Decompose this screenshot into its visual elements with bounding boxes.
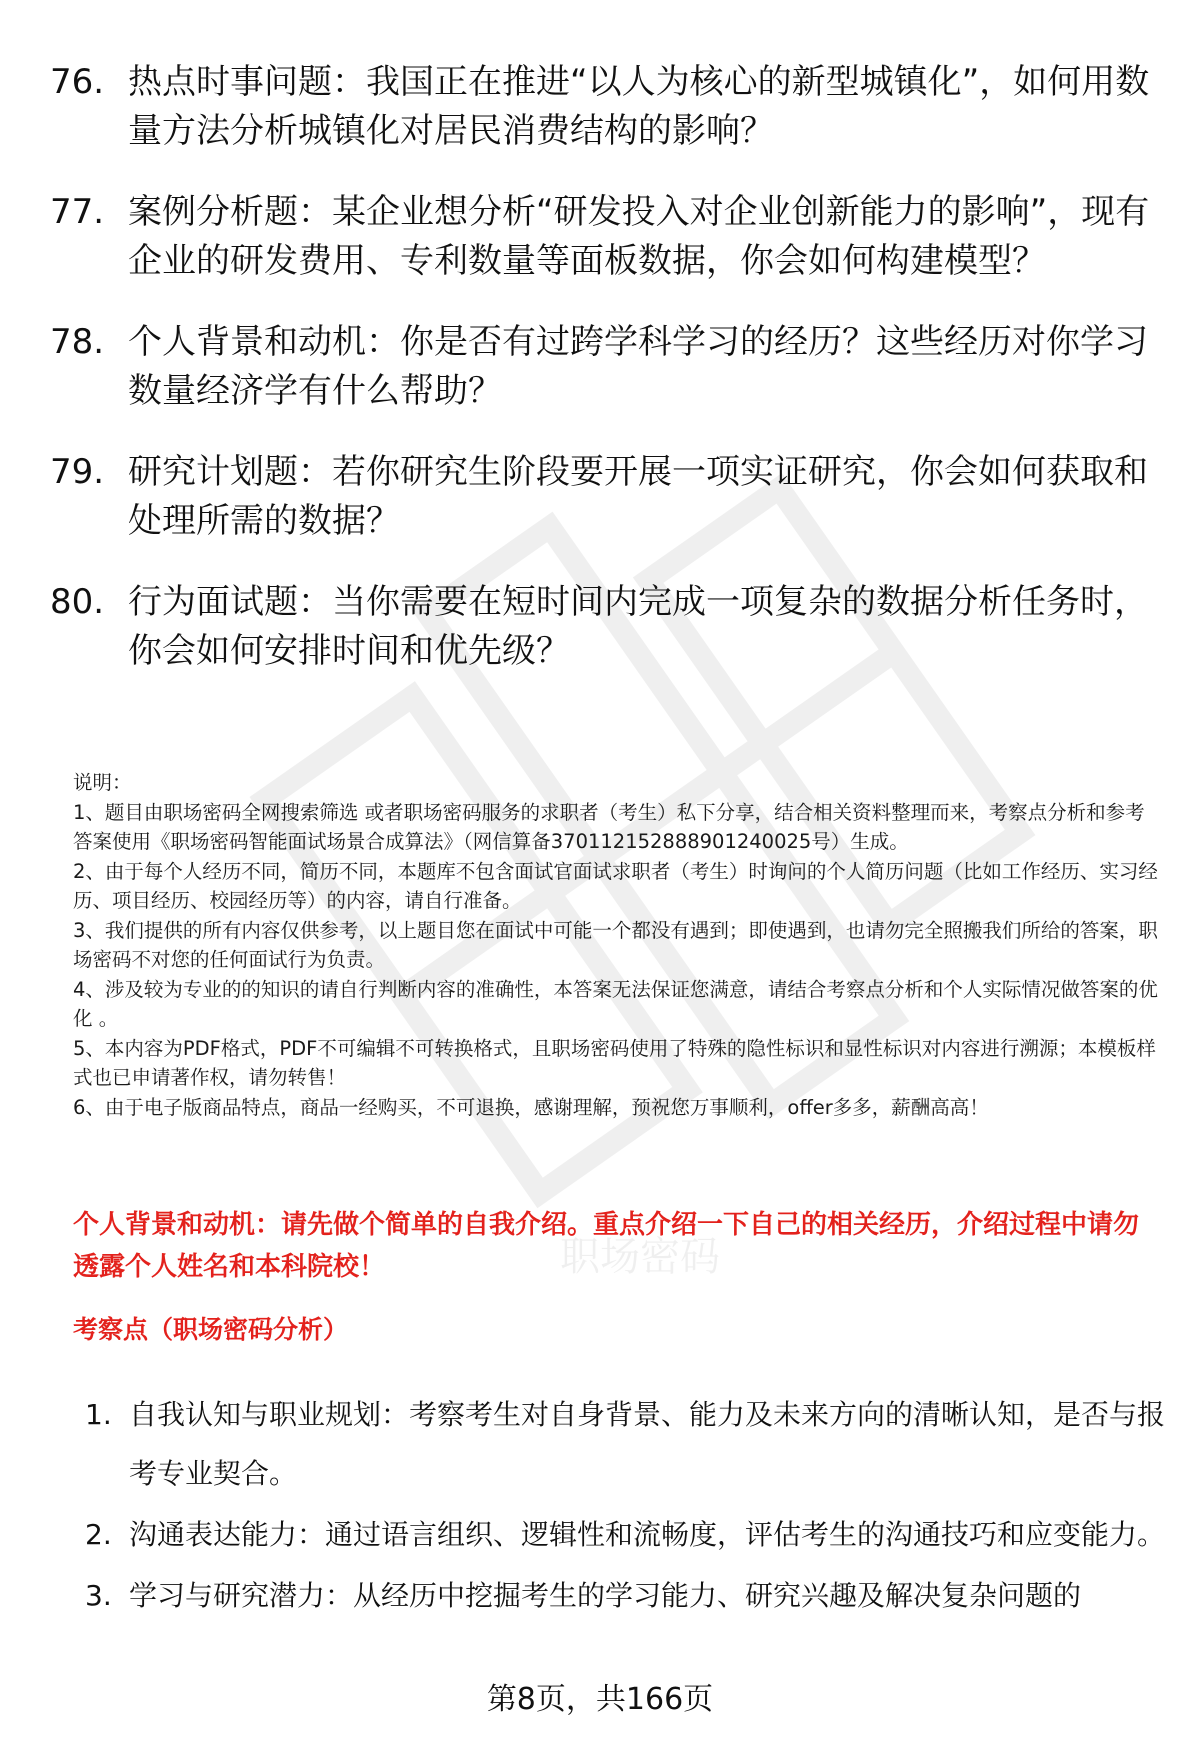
analysis-point bbox=[85, 1385, 1165, 1503]
point-number: 2. bbox=[85, 1518, 112, 1551]
question-number: 78. bbox=[50, 322, 105, 362]
question-number: 79. bbox=[50, 452, 105, 492]
question-item bbox=[50, 448, 1160, 546]
question-list bbox=[50, 58, 1160, 708]
point-text: 自我认知与职业规划：考察考生对自身背景、能力及未来方向的清晰认知，是否与报考专业契合。 bbox=[129, 1398, 1166, 1490]
analysis-point bbox=[85, 1505, 1165, 1564]
note-item: 5、本内容为PDF格式，PDF不可编辑不可转换格式，且职场密码使用了特殊的隐性标识和显性标识对内容进行溯源；本模板样式也已申请著作权，请勿转售！ bbox=[73, 1036, 1156, 1089]
question-item bbox=[50, 318, 1160, 416]
point-number: 3. bbox=[85, 1579, 112, 1612]
question-text: 行为面试题：当你需要在短时间内完成一项复杂的数据分析任务时，你会如何安排时间和优先级？ bbox=[128, 582, 1148, 671]
question-item bbox=[50, 58, 1160, 156]
question-number: 80. bbox=[50, 582, 105, 622]
note-item: 2、由于每个人经历不同，简历不同，本题库不包含面试官面试求职者（考生）时询问的个人简历问题（比如工作经历、实习经历、项目经历、校园经历等）的内容，请自行准备。 bbox=[73, 859, 1158, 912]
note-item: 4、涉及较为专业的的知识的请自行判断内容的准确性，本答案无法保证您满意，请结合考察点分析和个人实际情况做答案的优化 。 bbox=[73, 977, 1158, 1030]
point-number: 1. bbox=[85, 1398, 112, 1431]
note-item: 3、我们提供的所有内容仅供参考，以上题目您在面试中可能一个都没有遇到；即使遇到，也请勿完全照搬我们所给的答案，职场密码不对您的任何面试行为负责。 bbox=[73, 918, 1158, 971]
question-item bbox=[50, 578, 1160, 676]
svg-text:职场密码: 职场密码 bbox=[560, 1234, 720, 1280]
question-number: 77. bbox=[50, 192, 105, 232]
question-text: 热点时事问题：我国正在推进“以人为核心的新型城镇化”，如何用数量方法分析城镇化对居民消费结构的影响？ bbox=[128, 62, 1150, 151]
analysis-point bbox=[85, 1566, 1165, 1625]
point-text: 沟通表达能力：通过语言组织、逻辑性和流畅度，评估考生的沟通技巧和应变能力。 bbox=[129, 1518, 1166, 1551]
question-text: 个人背景和动机：你是否有过跨学科学习的经历？这些经历对你学习数量经济学有什么帮助？ bbox=[128, 322, 1148, 411]
question-item bbox=[50, 188, 1160, 286]
question-text: 案例分析题：某企业想分析“研发投入对企业创新能力的影响”，现有企业的研发费用、专利数量等面板数据，你会如何构建模型？ bbox=[128, 192, 1150, 281]
highlight-question: 个人背景和动机：请先做个简单的自我介绍。重点介绍一下自己的相关经历，介绍过程中请勿透露个人姓名和本科院校！ bbox=[73, 1210, 1140, 1282]
page-footer: 第8页，共166页 bbox=[486, 1682, 714, 1717]
question-text: 研究计划题：若你研究生阶段要开展一项实证研究，你会如何获取和处理所需的数据？ bbox=[128, 452, 1148, 541]
question-number: 76. bbox=[50, 62, 105, 102]
notes-title: 说明： bbox=[73, 771, 132, 794]
note-item: 6、由于电子版商品特点，商品一经购买，不可退换，感谢理解，预祝您万事顺利，offer多多，薪酬高高！ bbox=[73, 1095, 989, 1119]
analysis-heading: 考察点（职场密码分析） bbox=[73, 1315, 349, 1344]
analysis-points bbox=[85, 1385, 1165, 1627]
notes-section bbox=[73, 768, 1158, 1122]
point-text: 学习与研究潜力：从经历中挖掘考生的学习能力、研究兴趣及解决复杂问题的 bbox=[129, 1579, 1082, 1612]
note-item: 1、题目由职场密码全网搜索筛选 或者职场密码服务的求职者（考生）私下分享，结合相关资料整理而来，考察点分析和参考答案使用《职场密码智能面试场景合成算法》（网信算备370112152888901240025号）生成。 bbox=[73, 800, 1145, 853]
